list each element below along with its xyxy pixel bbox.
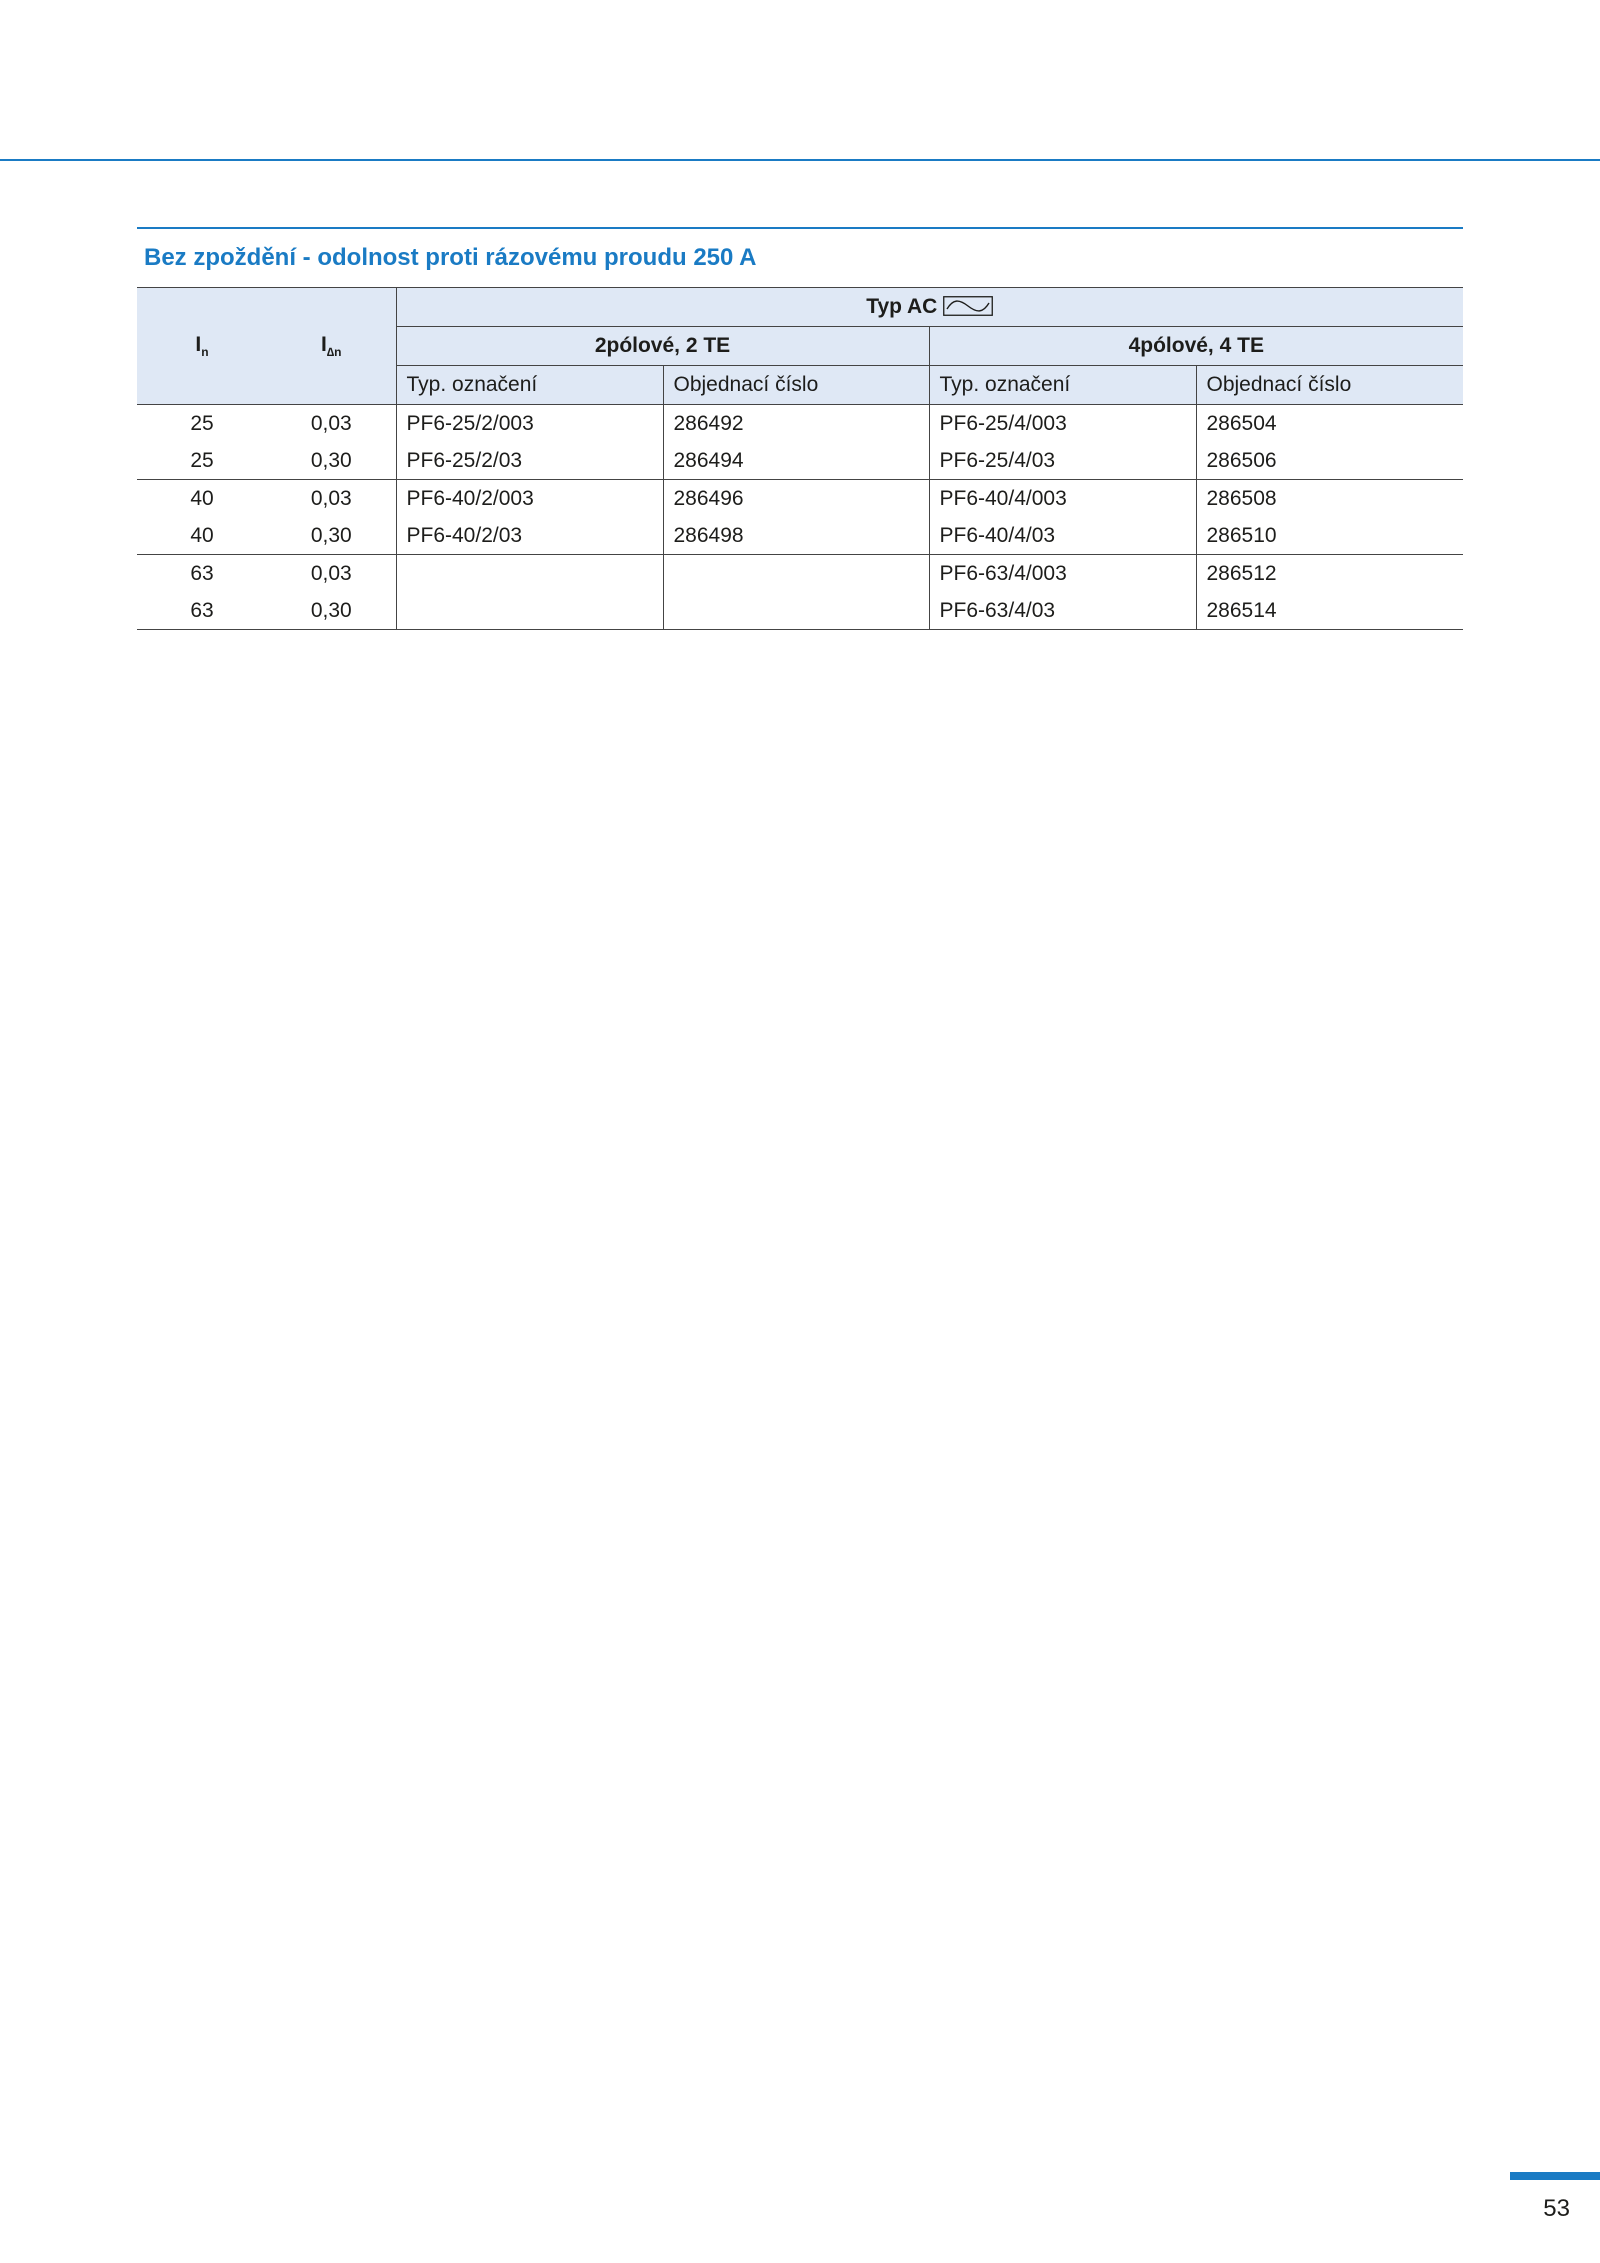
table-row xyxy=(137,555,1463,593)
ac-sine-wave-icon xyxy=(943,296,993,316)
cell-order-2p: 286494 xyxy=(663,442,929,480)
product-table xyxy=(137,287,1463,630)
cell-type-4p: PF6-40/4/003 xyxy=(929,480,1196,518)
header-4-pole: 4pólové, 4 TE xyxy=(929,327,1463,366)
cell-residual-current: 0,30 xyxy=(267,592,396,630)
cell-type-2p: PF6-25/2/03 xyxy=(396,442,663,480)
table-row xyxy=(137,480,1463,518)
table-row xyxy=(137,405,1463,443)
cell-residual-current: 0,03 xyxy=(310,561,352,585)
cell-order-2p: 286492 xyxy=(663,405,929,443)
cell-order-4p: 286504 xyxy=(1196,405,1463,443)
cell-order-2p xyxy=(663,592,929,630)
cell-residual-current: 0,30 xyxy=(267,442,396,480)
cell-residual-current: 0,30 xyxy=(267,517,396,555)
cell-rated-current: 25 xyxy=(190,411,214,435)
cell-type-2p: PF6-25/2/003 xyxy=(396,405,663,443)
header-rated-current-symbol: I xyxy=(195,333,202,356)
table-row xyxy=(137,592,1463,630)
cell-order-2p xyxy=(663,555,929,593)
cell-type-4p: PF6-25/4/03 xyxy=(929,442,1196,480)
cell-residual-current: 0,03 xyxy=(310,486,352,510)
cell-rated-current: 63 xyxy=(137,592,267,630)
cell-type-4p: PF6-63/4/03 xyxy=(929,592,1196,630)
header-order-number-4p: Objednací číslo xyxy=(1196,366,1463,405)
cell-rated-current: 40 xyxy=(137,517,267,555)
header-type-designation-4p: Typ. označení xyxy=(929,366,1196,405)
header-rated-current-subscript: n xyxy=(201,345,209,359)
cell-rated-current: 63 xyxy=(190,561,214,585)
cell-type-2p: PF6-40/2/03 xyxy=(396,517,663,555)
cell-type-2p xyxy=(396,555,663,593)
cell-rated-current: 40 xyxy=(190,486,214,510)
cell-order-4p: 286508 xyxy=(1196,480,1463,518)
cell-type-4p: PF6-25/4/003 xyxy=(929,405,1196,443)
cell-order-4p: 286510 xyxy=(1196,517,1463,555)
header-order-number-2p: Objednací číslo xyxy=(663,366,929,405)
page-number: 53 xyxy=(1543,2195,1570,2222)
top-divider xyxy=(0,159,1600,161)
section-title: Bez zpoždění - odolnost proti rázovému proudu 250 A xyxy=(144,244,757,271)
table-row xyxy=(137,517,1463,555)
cell-order-4p: 286514 xyxy=(1196,592,1463,630)
header-rated-current xyxy=(137,288,267,405)
table-row xyxy=(137,442,1463,480)
header-type-ac-label: Typ AC xyxy=(866,295,938,318)
cell-type-4p: PF6-63/4/003 xyxy=(929,555,1196,593)
cell-order-2p: 286496 xyxy=(663,480,929,518)
header-type-designation-2p: Typ. označení xyxy=(396,366,663,405)
cell-order-4p: 286506 xyxy=(1196,442,1463,480)
header-2-pole: 2pólové, 2 TE xyxy=(396,327,929,366)
cell-type-2p xyxy=(396,592,663,630)
cell-type-2p: PF6-40/2/003 xyxy=(396,480,663,518)
cell-residual-current: 0,03 xyxy=(310,411,352,435)
product-section xyxy=(137,227,1463,630)
header-residual-current-symbol: I xyxy=(320,333,327,356)
cell-type-4p: PF6-40/4/03 xyxy=(929,517,1196,555)
footer-accent-bar xyxy=(1510,2172,1600,2180)
cell-rated-current: 25 xyxy=(137,442,267,480)
cell-order-2p: 286498 xyxy=(663,517,929,555)
header-residual-current-subscript: ∆n xyxy=(326,345,342,359)
header-residual-current xyxy=(267,288,396,405)
header-type-ac xyxy=(396,288,1463,327)
cell-order-4p: 286512 xyxy=(1196,555,1463,593)
